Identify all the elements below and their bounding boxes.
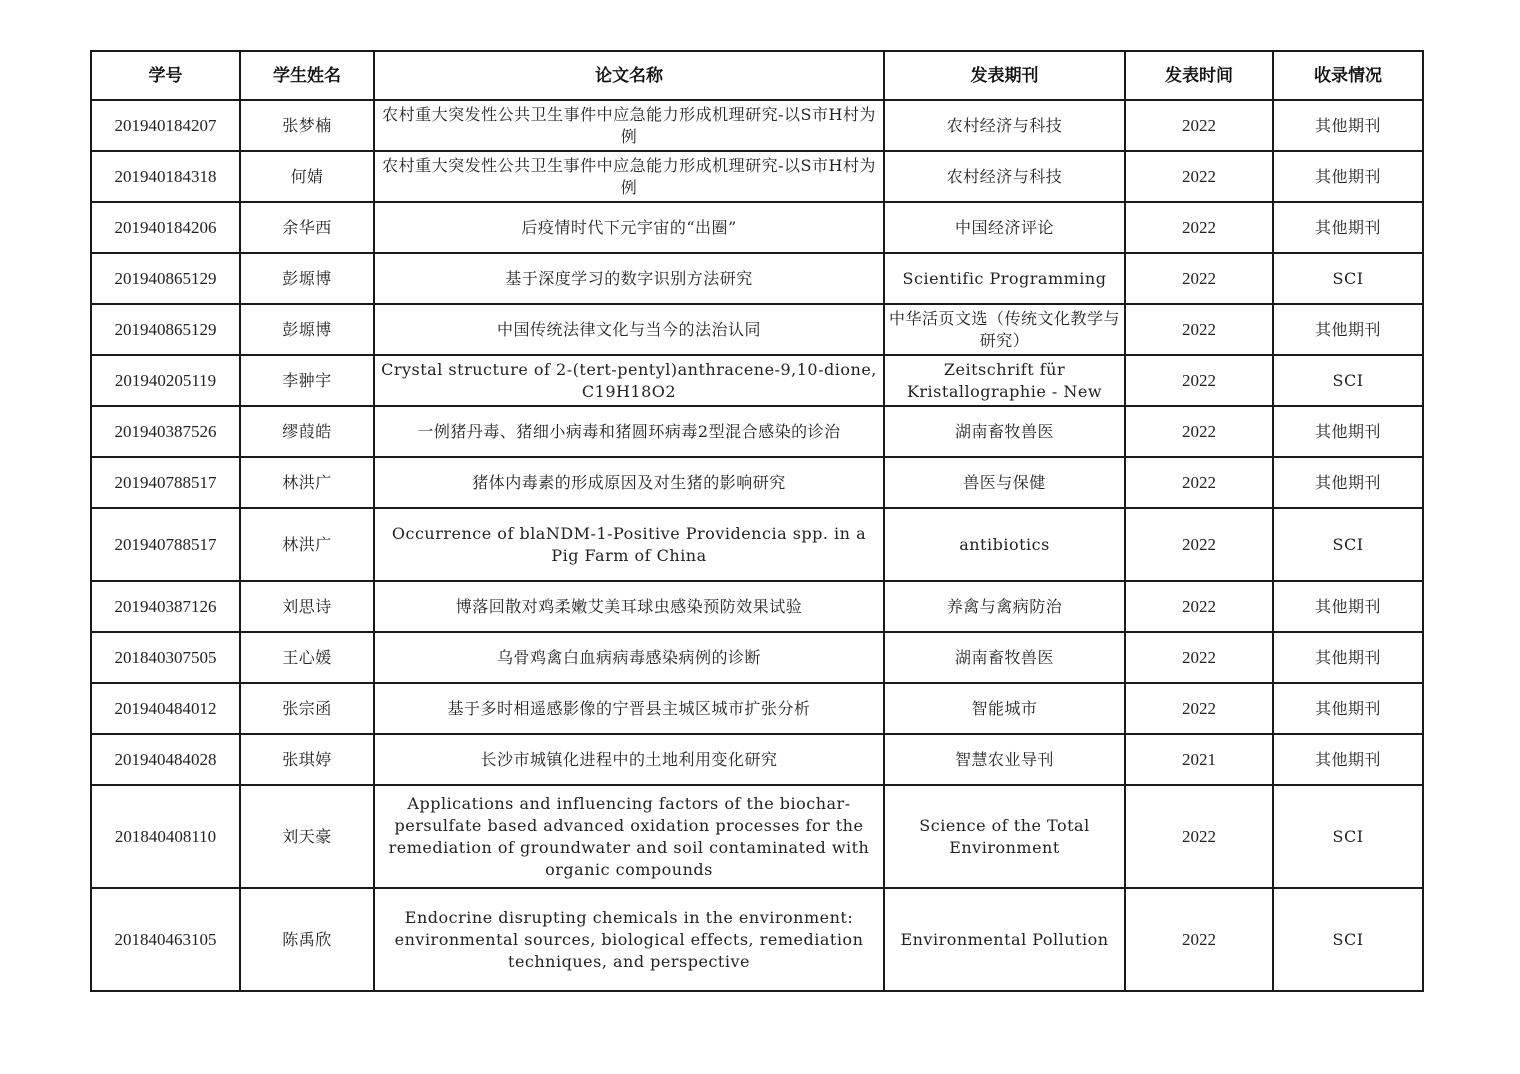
paper-title-cell: Occurrence of blaNDM-1-Positive Providencia spp. in a Pig Farm of China xyxy=(374,508,884,581)
indexing-cell: SCI xyxy=(1273,253,1423,304)
student-name-cell: 余华西 xyxy=(240,202,374,253)
table-row xyxy=(91,202,1423,253)
student-id-cell: 201940184206 xyxy=(91,202,240,253)
year-cell: 2022 xyxy=(1125,100,1273,151)
year-cell: 2022 xyxy=(1125,785,1273,888)
journal-cell: 养禽与禽病防治 xyxy=(884,581,1125,632)
paper-title-cell: Crystal structure of 2-(tert-pentyl)anthracene-9,10-dione, C19H18O2 xyxy=(374,355,884,406)
year-cell: 2022 xyxy=(1125,304,1273,355)
student-name-cell: 彭塬博 xyxy=(240,253,374,304)
papers-table xyxy=(90,50,1424,992)
year-cell: 2022 xyxy=(1125,253,1273,304)
student-id-cell: 201940788517 xyxy=(91,508,240,581)
student-name-cell: 陈禹欣 xyxy=(240,888,374,991)
paper-title-cell: 农村重大突发性公共卫生事件中应急能力形成机理研究-以S市H村为例 xyxy=(374,151,884,202)
student-name-cell: 彭塬博 xyxy=(240,304,374,355)
student-name-cell: 刘思诗 xyxy=(240,581,374,632)
indexing-cell: 其他期刊 xyxy=(1273,683,1423,734)
paper-title-cell: 农村重大突发性公共卫生事件中应急能力形成机理研究-以S市H村为例 xyxy=(374,100,884,151)
student-id-cell: 201940184318 xyxy=(91,151,240,202)
paper-title-cell: 中国传统法律文化与当今的法治认同 xyxy=(374,304,884,355)
student-id-cell: 201940788517 xyxy=(91,457,240,508)
indexing-cell: 其他期刊 xyxy=(1273,734,1423,785)
year-cell: 2022 xyxy=(1125,355,1273,406)
header-row xyxy=(91,51,1423,100)
table-row xyxy=(91,581,1423,632)
journal-cell: 农村经济与科技 xyxy=(884,151,1125,202)
year-cell: 2022 xyxy=(1125,508,1273,581)
student-id-cell: 201940865129 xyxy=(91,253,240,304)
paper-title-cell: 博落回散对鸡柔嫩艾美耳球虫感染预防效果试验 xyxy=(374,581,884,632)
paper-title-cell: Applications and influencing factors of the biochar-persulfate based advanced oxidation processes for the remediation of groundwater and soil contaminated with organic compounds xyxy=(374,785,884,888)
journal-cell: Environmental Pollution xyxy=(884,888,1125,991)
table-row xyxy=(91,253,1423,304)
indexing-cell: SCI xyxy=(1273,355,1423,406)
header-paper-title: 论文名称 xyxy=(374,51,884,100)
paper-title-cell: 乌骨鸡禽白血病病毒感染病例的诊断 xyxy=(374,632,884,683)
indexing-cell: 其他期刊 xyxy=(1273,406,1423,457)
table-row xyxy=(91,888,1423,991)
student-id-cell: 201940484012 xyxy=(91,683,240,734)
journal-cell: 湖南畜牧兽医 xyxy=(884,406,1125,457)
paper-title-cell: 一例猪丹毒、猪细小病毒和猪圆环病毒2型混合感染的诊治 xyxy=(374,406,884,457)
indexing-cell: 其他期刊 xyxy=(1273,581,1423,632)
student-name-cell: 张宗函 xyxy=(240,683,374,734)
header-student-name: 学生姓名 xyxy=(240,51,374,100)
year-cell: 2021 xyxy=(1125,734,1273,785)
journal-cell: 湖南畜牧兽医 xyxy=(884,632,1125,683)
student-id-cell: 201940484028 xyxy=(91,734,240,785)
paper-title-cell: 长沙市城镇化进程中的土地利用变化研究 xyxy=(374,734,884,785)
journal-cell: 兽医与保健 xyxy=(884,457,1125,508)
student-name-cell: 李翀宇 xyxy=(240,355,374,406)
journal-cell: Science of the Total Environment xyxy=(884,785,1125,888)
table-row xyxy=(91,151,1423,202)
student-id-cell: 201940205119 xyxy=(91,355,240,406)
student-name-cell: 林洪广 xyxy=(240,457,374,508)
year-cell: 2022 xyxy=(1125,632,1273,683)
journal-cell: 农村经济与科技 xyxy=(884,100,1125,151)
year-cell: 2022 xyxy=(1125,683,1273,734)
indexing-cell: 其他期刊 xyxy=(1273,151,1423,202)
student-name-cell: 张梦楠 xyxy=(240,100,374,151)
indexing-cell: 其他期刊 xyxy=(1273,100,1423,151)
table-row xyxy=(91,734,1423,785)
student-id-cell: 201840463105 xyxy=(91,888,240,991)
journal-cell: antibiotics xyxy=(884,508,1125,581)
year-cell: 2022 xyxy=(1125,202,1273,253)
journal-cell: 中华活页文选（传统文化教学与研究） xyxy=(884,304,1125,355)
table-row xyxy=(91,785,1423,888)
paper-title-cell: 基于多时相遥感影像的宁晋县主城区城市扩张分析 xyxy=(374,683,884,734)
paper-title-cell: 后疫情时代下元宇宙的“出圈” xyxy=(374,202,884,253)
paper-title-cell: Endocrine disrupting chemicals in the environment: environmental sources, biological effects, remediation techniques, and perspective xyxy=(374,888,884,991)
table-row xyxy=(91,304,1423,355)
student-id-cell: 201940865129 xyxy=(91,304,240,355)
year-cell: 2022 xyxy=(1125,457,1273,508)
student-id-cell: 201840307505 xyxy=(91,632,240,683)
student-id-cell: 201840408110 xyxy=(91,785,240,888)
table-row xyxy=(91,508,1423,581)
indexing-cell: 其他期刊 xyxy=(1273,457,1423,508)
table-row xyxy=(91,632,1423,683)
header-indexing: 收录情况 xyxy=(1273,51,1423,100)
student-id-cell: 201940387126 xyxy=(91,581,240,632)
journal-cell: 智慧农业导刊 xyxy=(884,734,1125,785)
document-sheet xyxy=(90,50,1422,992)
journal-cell: Scientific Programming xyxy=(884,253,1125,304)
table-row xyxy=(91,457,1423,508)
student-name-cell: 王心媛 xyxy=(240,632,374,683)
student-name-cell: 张琪婷 xyxy=(240,734,374,785)
table-row xyxy=(91,406,1423,457)
paper-title-cell: 猪体内毒素的形成原因及对生猪的影响研究 xyxy=(374,457,884,508)
year-cell: 2022 xyxy=(1125,151,1273,202)
header-student-id: 学号 xyxy=(91,51,240,100)
table-row xyxy=(91,100,1423,151)
journal-cell: 智能城市 xyxy=(884,683,1125,734)
year-cell: 2022 xyxy=(1125,406,1273,457)
header-journal: 发表期刊 xyxy=(884,51,1125,100)
journal-cell: 中国经济评论 xyxy=(884,202,1125,253)
table-row xyxy=(91,683,1423,734)
student-name-cell: 林洪广 xyxy=(240,508,374,581)
year-cell: 2022 xyxy=(1125,888,1273,991)
indexing-cell: SCI xyxy=(1273,508,1423,581)
indexing-cell: 其他期刊 xyxy=(1273,304,1423,355)
indexing-cell: 其他期刊 xyxy=(1273,202,1423,253)
student-name-cell: 缪葭皓 xyxy=(240,406,374,457)
indexing-cell: SCI xyxy=(1273,785,1423,888)
header-publish-year: 发表时间 xyxy=(1125,51,1273,100)
indexing-cell: SCI xyxy=(1273,888,1423,991)
table-row xyxy=(91,355,1423,406)
year-cell: 2022 xyxy=(1125,581,1273,632)
student-id-cell: 201940184207 xyxy=(91,100,240,151)
student-id-cell: 201940387526 xyxy=(91,406,240,457)
journal-cell: Zeitschrift für Kristallographie - New xyxy=(884,355,1125,406)
student-name-cell: 刘天豪 xyxy=(240,785,374,888)
paper-title-cell: 基于深度学习的数字识别方法研究 xyxy=(374,253,884,304)
indexing-cell: 其他期刊 xyxy=(1273,632,1423,683)
student-name-cell: 何婧 xyxy=(240,151,374,202)
